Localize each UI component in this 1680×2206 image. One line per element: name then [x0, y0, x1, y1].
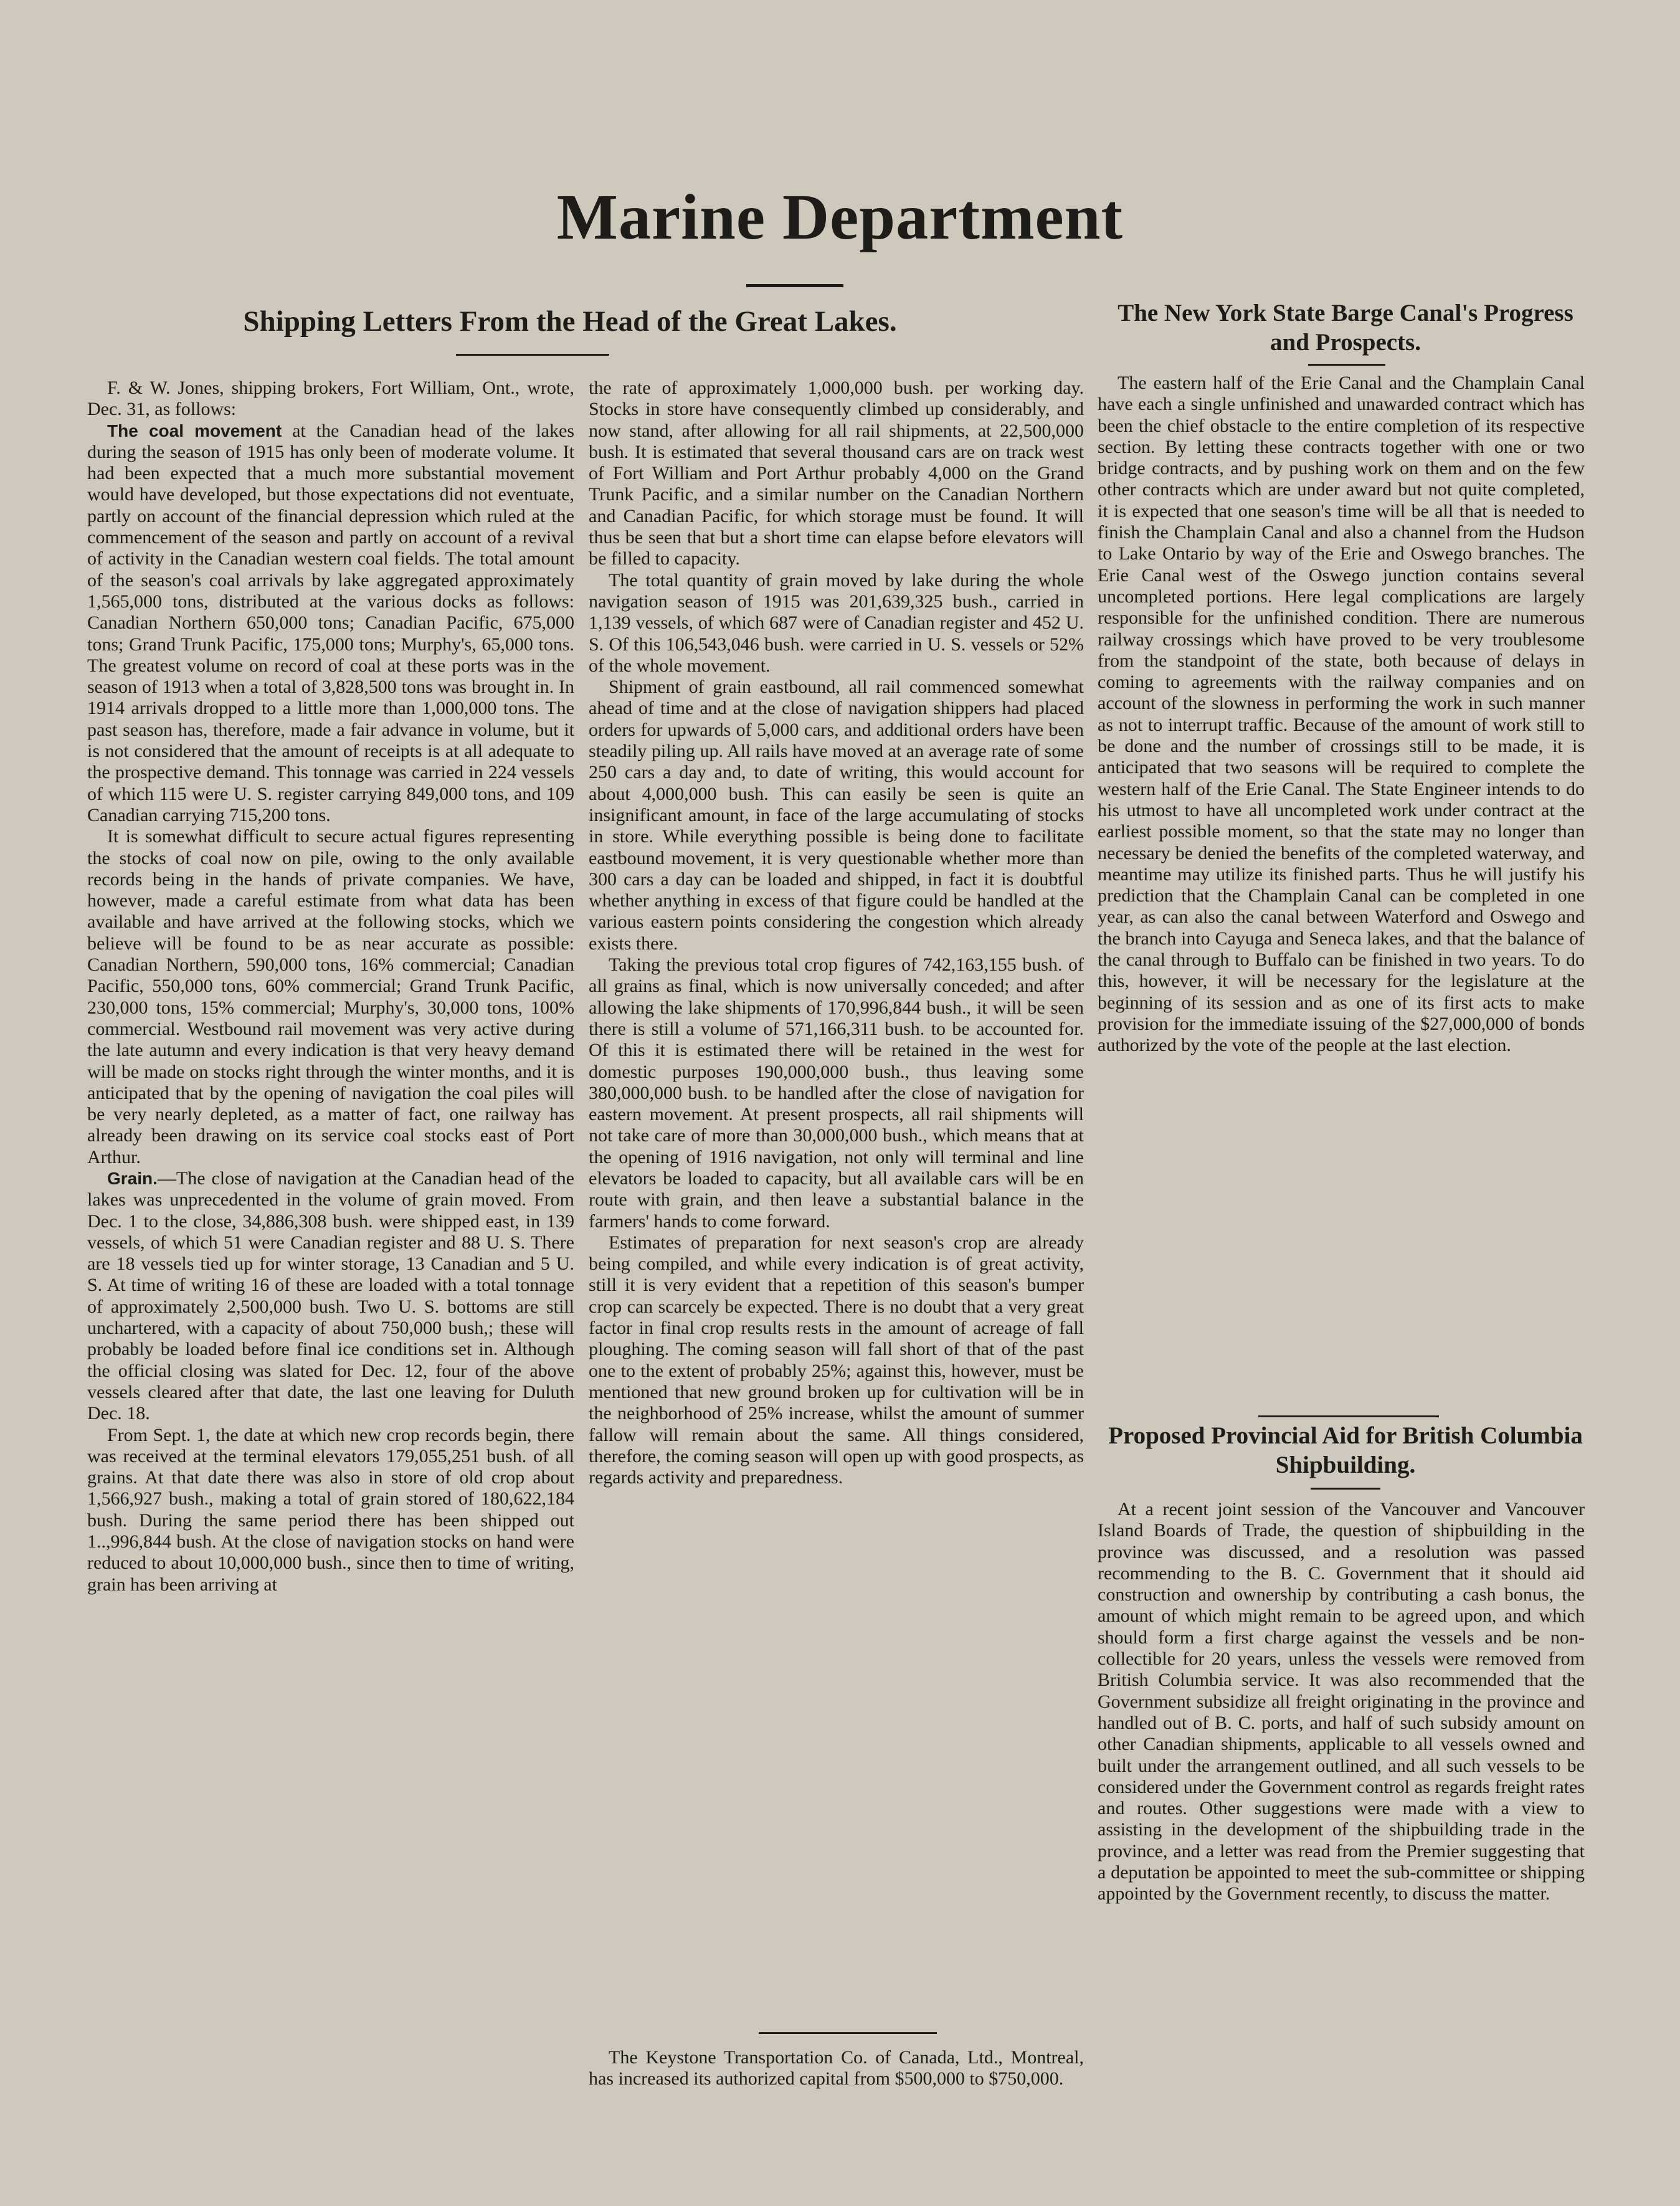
page-title: Marine Department [556, 181, 1124, 253]
rail-shipment-paragraph: Shipment of grain eastbound, all rail commenced somewhat ahead of time and at the close of navigation shippers had placed orders for upwards of 5,000 cars, and additional orders have been steadily piling up. All rails have moved at an average rate of some 250 cars a day and, to date of writing, this would account for about 4,000,000 bush. This can easily be seen is quite an insignificant amount, in face of the large accumulating of stocks in store. While everything possible is being done to facilitate eastbound movement, it is very questionable whether more than 300 cars a day can be loaded and shipped, in fact it is doubtful whether anything in excess of that figure could be handled at the various eastern points considering the congestion which already exists there. [589, 677, 1084, 954]
shipping-column-2 [589, 378, 1084, 1488]
coal-movement-lead: The coal movement [107, 421, 282, 440]
shipping-heading: Shipping Letters From the Head of the Great Lakes. [243, 305, 897, 338]
barge-column [1098, 373, 1585, 1057]
bc-paragraph: At a recent joint session of the Vancouver and Vancouver Island Boards of Trade, the question of shipbuilding in the province was discussed, and a resolution was passed recommending to the B. C. Government that it should aid construction and ownership by contributing a cash bonus, the amount of which might remain to be agreed upon, and which should form a first charge against the vessels and be non-collectible for 20 years, unless the vessels were removed from British Columbia service. It was also recommended that the Government subsidize all freight originating in the province and handled out of B. C. ports, and half of such subsidy amount on other Canadian shipments, applicable to all vessels owned and built under the arrangement outlined, and all such vessels to be considered under the Government control as regards freight rates and routes. Other suggestions were made with a view to assisting in the development of the shipbuilding trade in the province, and a letter was read from the Premier suggesting that a deputation be appointed to meet the sub-committee or shipping appointed by the Government recently, to discuss the matter. [1098, 1499, 1585, 1904]
total-grain-paragraph: The total quantity of grain moved by lake during the whole navigation season of 1915 was 201,639,325 bush., carried in 1,139 vessels, of which 687 were of Canadian register and 452 U. S. Of this 106,543,046 bush. were carried in U. S. vessels or 52% of the whole movement. [589, 569, 1084, 676]
bc-separator [1258, 1415, 1439, 1417]
shipping-column-1 [87, 378, 574, 1595]
barge-heading: The New York State Barge Canal's Progress and Prospects. [1118, 300, 1573, 356]
bc-column [1098, 1499, 1585, 1905]
bc-heading: Proposed Provincial Aid for British Columbia Shipbuilding. [1108, 1422, 1583, 1478]
keystone-separator [759, 2032, 937, 2034]
keystone-column [589, 2047, 1084, 2090]
barge-heading-rule [1308, 364, 1385, 366]
bc-heading-rule [1311, 1488, 1380, 1490]
grain-paragraph [87, 1168, 574, 1425]
barge-paragraph: The eastern half of the Erie Canal and the Champlain Canal have each a single unfinished and unawarded contract which has been the chief obstacle to the entire completion of its respective section. By letting these contracts together with one or two bridge contracts, and by pushing work on them and on the few other contracts which are under award but not quite completed, it is expected that one season's time will be all that is needed to finish the Champlain Canal and also a channel from the Hudson to Lake Ontario by way of the Erie and Oswego branches. The Erie Canal west of the Oswego junction contains several uncompleted portions. Here legal complications are largely responsible for the unfinished condition. There are numerous railway crossings which have proved to be very troublesome from the standpoint of the state, both because of delays in coming to agreements with the railway companies and on account of the slowness in performing the work in such manner as not to interrupt traffic. Because of the amount of work still to be done and the number of crossings still to be made, it is anticipated that two seasons will be required to complete the western half of the Erie Canal. The State Engineer intends to do his utmost to have all uncompleted work under contract at the earliest possible moment, so that the state may no longer than necessary be denied the benefits of the completed waterway, and meantime may utilize its finished parts. Thus he will justify his prediction that the Champlain Canal can be completed in one year, as can also the canal between Waterford and Oswego and the branch into Cayuga and Seneca lakes, and that the balance of the canal through to Buffalo can be finished in two years. To do this, however, it will be necessary for the legislature at the beginning of its session and as one of its first acts to make provision for the immediate issuing of the $27,000,000 of bonds authorized by the vote of the people at the last election. [1098, 373, 1585, 1056]
grain-lead: Grain. [107, 1168, 158, 1188]
coal-movement-paragraph [87, 421, 574, 827]
receipts-paragraph: From Sept. 1, the date at which new crop records begin, there was received at the terminal elevators 179,055,251 bush. of all grains. At that date there was also in store of old crop about 1,566,927 bush., making a total of grain stored of 180,622,184 bush. During the same period there has been shipped out 1..,996,844 bush. At the close of navigation stocks on hand were reduced to about 10,000,000 bush., since then to time of writing, grain has been arriving at [87, 1424, 574, 1595]
stocks-continued-paragraph: the rate of approximately 1,000,000 bush. per working day. Stocks in store have consequently climbed up considerably, and now stand, after allowing for all rail shipments, at 22,500,000 bush. It is estimated that several thousand cars are on track west of Fort William and Port Arthur probably 4,000 on the Grand Trunk Pacific, and a similar number on the Canadian Northern and Canadian Pacific, for which storage must be found. It will thus be seen that but a short time can elapse before elevators will be filled to capacity. [589, 378, 1084, 569]
shipping-intro: F. & W. Jones, shipping brokers, Fort William, Ont., wrote, Dec. 31, as follows: [87, 378, 574, 420]
shipping-heading-rule [456, 354, 609, 356]
grain-text: —The close of navigation at the Canadian head of the lakes was unprecedented in the volume of grain moved. From Dec. 1 to the close, 34,886,308 bush. were shipped east, in 139 vessels, of which 51 were Canadian register and 88 U. S. There are 18 vessels tied up for winter storage, 13 Canadian and 5 U. S. At time of writing 16 of these are loaded with a total tonnage of approximately 2,500,000 bush. Two U. S. bottoms are still unchartered, with a capacity of about 750,000 bush,; these will probably be loaded before final ice conditions set in. Although the official closing was slated for Dec. 12, four of the above vessels cleared after that date, the last one leaving for Duluth Dec. 18. [87, 1167, 574, 1424]
coal-movement-text: at the Canadian head of the lakes during the season of 1915 has only been of moderate volume. It had been expected that a much more substantial movement would have developed, but those expectations did not eventuate, partly on account of the financial depression which ruled at the commencement of the season and partly on account of a revival of activity in the Canadian western coal fields. The total amount of the season's coal arrivals by lake aggregated approximately 1,565,000 tons, distributed at the various docks as follows: Canadian Northern 650,000 tons; Canadian Pacific, 675,000 tons; Grand Trunk Pacific, 175,000 tons; Murphy's, 65,000 tons. The greatest volume on record of coal at these ports was in the season of 1913 when a total of 3,828,500 tons was brought in. In 1914 arrivals dropped to a little more than 1,000,000 tons. The past season has, therefore, made a fair advance in volume, but it is not considered that the amount of receipts is at all adequate to the prospective demand. This tonnage was carried in 224 vessels of which 115 were U. S. register carrying 849,000 tons, and 109 Canadian carrying 715,200 tons. [87, 420, 574, 825]
coal-stocks-paragraph: It is somewhat difficult to secure actual figures representing the stocks of coal now on pile, owing to the only available records being in the hands of private companies. We have, however, made a careful estimate from what data has been available and have arrived at the following stocks, which we believe will be found to be as near accurate as possible: Canadian Northern, 590,000 tons, 16% commercial; Canadian Pacific, 550,000 tons, 60% commercial; Grand Trunk Pacific, 230,000 tons, 15% commercial; Murphy's, 30,000 tons, 100% commercial. Westbound rail movement was very active during the late autumn and every indication is that very heavy demand will be made on stocks right through the winter months, and it is anticipated that by the opening of navigation the coal piles will be very nearly depleted, as a matter of fact, one railway has already been drawing on its service coal stocks east of Port Arthur. [87, 826, 574, 1167]
crop-figures-paragraph: Taking the previous total crop figures of 742,163,155 bush. of all grains as final, which is now universally conceded; and after allowing the lake shipments of 170,996,844 bush., it will be seen there is still a volume of 571,166,311 bush. to be accounted for. Of this it is estimated there will be retained in the west for domestic purposes 190,000,000 bush., thus leaving some 380,000,000 bush. to be handled after the close of navigation for eastern movement. At present prospects, all rail shipments will not take care of more than 30,000,000 bush., which means that at the opening of 1916 navigation, not only will terminal and line elevators be loaded to capacity, but all available cars will be en route with grain, and then leave a substantial balance in the farmers' hands to come forward. [589, 954, 1084, 1232]
title-rule [746, 284, 843, 287]
estimates-paragraph: Estimates of preparation for next season's crop are already being compiled, and while every indication is of great activity, still it is very evident that a repetition of this season's bumper crop can scarcely be expected. There is no doubt that a very great factor in final crop results rests in the amount of acreage of fall ploughing. The coming season will fall short of that of the past one to the extent of probably 25%; against this, however, must be mentioned that new ground broken up for cultivation will be in the neighborhood of 25% increase, whilst the amount of summer fallow will remain about the same. All things considered, therefore, the coming season will open up with good prospects, as regards activity and preparedness. [589, 1232, 1084, 1488]
keystone-paragraph: The Keystone Transportation Co. of Canada, Ltd., Montreal, has increased its authorized capital from $500,000 to $750,000. [589, 2047, 1084, 2090]
